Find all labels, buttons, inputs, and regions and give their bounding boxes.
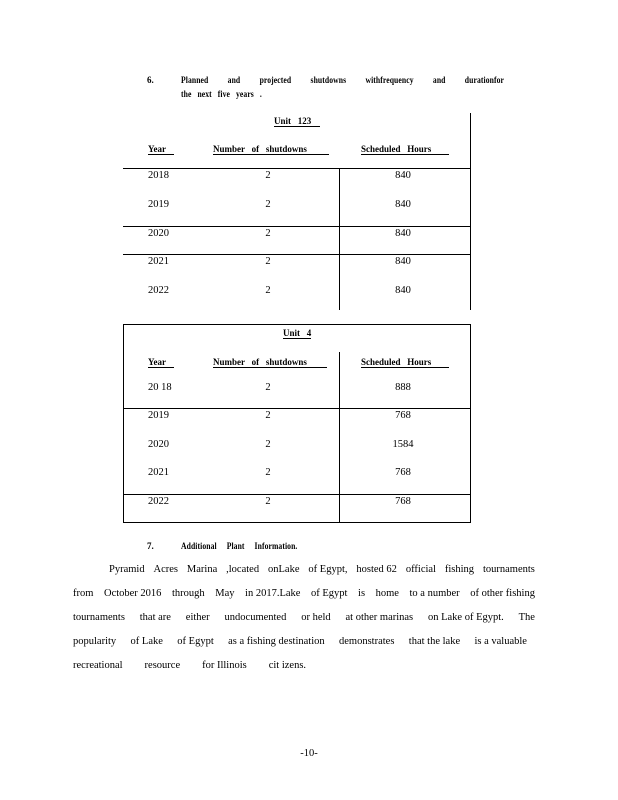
col-header-year: Year <box>148 357 174 368</box>
table-cell-year: 2020 <box>148 228 169 239</box>
table-cell-count: 2 <box>265 467 271 478</box>
table-cell-count: 2 <box>265 382 271 393</box>
table-cell-count: 2 <box>265 285 271 296</box>
table-cell-hours: 840 <box>395 199 411 210</box>
table-cell-count: 2 <box>265 228 271 239</box>
paragraph-line: tournaments that are either undocumented or held at other marinas on Lake of Egypt. The <box>73 612 535 623</box>
section-6-number: 6. <box>147 75 154 85</box>
paragraph-line: recreational resource for Illinois cit izens. <box>73 660 307 671</box>
table-cell-count: 2 <box>265 170 271 181</box>
table-cell-hours: 768 <box>395 467 411 478</box>
table-title: Unit 123 <box>274 116 320 126</box>
body-paragraph <box>73 558 535 678</box>
table-cell-count: 2 <box>265 496 271 507</box>
table-cell-count: 2 <box>265 410 271 421</box>
table-cell-hours: 768 <box>395 410 411 421</box>
section-6-heading <box>181 75 504 85</box>
table-title: Unit 4 <box>283 328 312 338</box>
col-header-hours: Scheduled Hours <box>361 357 449 368</box>
table-cell-year: 2022 <box>148 285 169 296</box>
heading-word: and <box>432 75 446 85</box>
col-header-year: Year <box>148 144 174 155</box>
section-7-number: 7. <box>147 541 154 551</box>
heading-word: withfrequency <box>365 75 414 85</box>
table-cell-year: 2021 <box>148 256 169 267</box>
table-cell-year: 2022 <box>148 496 169 507</box>
heading-word: projected <box>259 75 292 85</box>
table-cell-year: 2021 <box>148 467 169 478</box>
paragraph-line: popularity of Lake of Egypt as a fishing destination demonstrates that the lake is a valuable <box>73 636 527 647</box>
table-cell-year: 20 18 <box>148 382 172 393</box>
page-number: -10- <box>300 748 318 759</box>
paragraph-line: from October 2016 through May in 2017.Lake of Egypt is home to a number of other fishing <box>73 588 535 599</box>
table-cell-count: 2 <box>265 199 271 210</box>
table-cell-count: 2 <box>265 256 271 267</box>
table-cell-year: 2020 <box>148 439 169 450</box>
table-cell-hours: 888 <box>395 382 411 393</box>
table-cell-year: 2018 <box>148 170 169 181</box>
table-cell-hours: 840 <box>395 256 411 267</box>
table-cell-hours: 768 <box>395 496 411 507</box>
table-cell-hours: 1584 <box>392 439 414 450</box>
table-cell-year: 2019 <box>148 410 169 421</box>
heading-word: shutdowns <box>310 75 347 85</box>
col-header-hours: Scheduled Hours <box>361 144 449 155</box>
table-cell-year: 2019 <box>148 199 169 210</box>
section-7-heading: Additional Plant Information. <box>181 541 298 551</box>
table-cell-hours: 840 <box>395 170 411 181</box>
table-cell-hours: 840 <box>395 228 411 239</box>
heading-word: Planned <box>181 75 209 85</box>
heading-word: durationfor <box>464 75 504 85</box>
table-cell-count: 2 <box>265 439 271 450</box>
heading-word: and <box>227 75 241 85</box>
table-cell-hours: 840 <box>395 285 411 296</box>
section-6-heading-line2: the next five years . <box>181 89 262 99</box>
paragraph-line: Pyramid Acres Marina ,located onLake of Egypt, hosted 62 official fishing tournaments <box>109 564 535 575</box>
col-header-shutdowns: Number of shutdowns <box>213 357 327 368</box>
col-header-shutdowns: Number of shutdowns <box>213 144 329 155</box>
